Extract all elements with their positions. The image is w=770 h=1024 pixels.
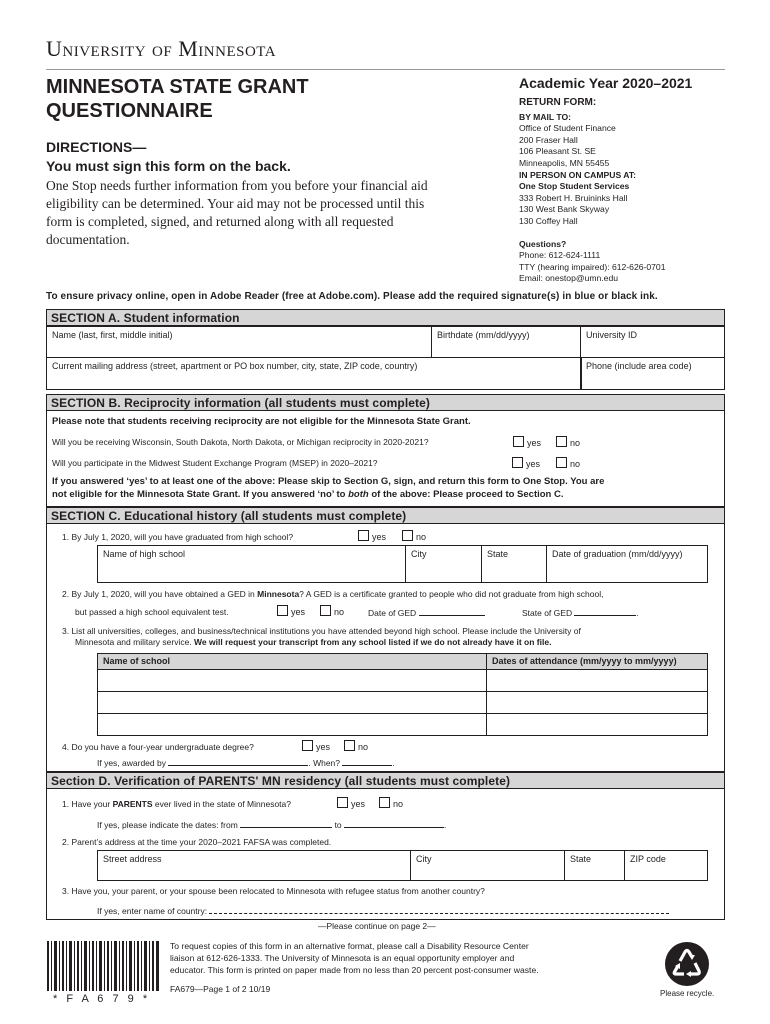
- hs-name-field[interactable]: [97, 545, 406, 583]
- parents-mn-text: ever lived in the state of Minnesota?: [152, 799, 292, 809]
- form-title-line2: QUESTIONNAIRE: [46, 100, 213, 122]
- in-person-office: One Stop Student Services: [519, 181, 630, 192]
- in-person-line: 333 Robert H. Bruininks Hall: [519, 192, 628, 203]
- parents-mn-dates[interactable]: If yes, please indicate the dates: from to .: [97, 820, 447, 830]
- return-form-block: [519, 97, 666, 285]
- parent-street-field[interactable]: [97, 850, 411, 881]
- university-id-field[interactable]: [580, 326, 725, 358]
- accessibility-note: [170, 940, 539, 976]
- mail-line: 106 Pleasant St. SE: [519, 146, 596, 157]
- mail-line: Office of Student Finance: [519, 123, 616, 134]
- birthdate-field[interactable]: [431, 326, 581, 358]
- degree-when-label: . When?: [308, 758, 341, 768]
- ged-no[interactable]: [320, 605, 344, 617]
- parent-city-label: City: [416, 854, 432, 864]
- reciprocity-yes[interactable]: [513, 436, 541, 448]
- checkbox-icon: [277, 605, 288, 616]
- table-row[interactable]: [98, 670, 486, 691]
- parents-mn-no[interactable]: [379, 797, 403, 809]
- instruction-text: not eligible for the Minnesota State Grant. If you answered ‘no’ to: [52, 489, 349, 500]
- section-b-title: SECTION B. Reciprocity information (all students must complete): [51, 396, 431, 410]
- recycle-label: Please recycle.: [660, 989, 715, 998]
- table-divider: [486, 653, 487, 736]
- birthdate-label: Birthdate (mm/dd/yyyy): [437, 330, 530, 340]
- hs-grad-date-label: Date of graduation (mm/dd/yyyy): [552, 549, 683, 559]
- msep-yes[interactable]: [512, 457, 540, 469]
- msep-no[interactable]: [556, 457, 580, 469]
- reciprocity-note: Please note that students receiving reciprocity are not eligible for the Minnesota State Grant.: [52, 416, 471, 427]
- ged-state-label: State of GED: [522, 608, 573, 618]
- checkbox-icon: [556, 436, 567, 447]
- return-form-label: RETURN FORM:: [519, 97, 597, 108]
- yes-label: yes: [526, 459, 541, 469]
- directions-heading: DIRECTIONS—: [46, 139, 147, 155]
- yes-label: yes: [527, 438, 542, 448]
- questions-label: Questions?: [519, 238, 567, 249]
- section-b-header: [46, 394, 725, 411]
- parents-mn-emphasis: PARENTS: [112, 799, 153, 809]
- checkbox-icon: [512, 457, 523, 468]
- in-person-label: IN PERSON ON CAMPUS AT:: [519, 169, 636, 180]
- by-mail-label: BY MAIL TO:: [519, 111, 572, 122]
- parents-mn-yes[interactable]: [337, 797, 365, 809]
- instruction-text: of the above: Please proceed to Section C.: [368, 489, 564, 500]
- dates-to-label: to: [334, 820, 342, 830]
- contact-email: Email: onestop@umn.edu: [519, 273, 619, 284]
- ged-date-label: Date of GED: [368, 608, 417, 618]
- checkbox-icon: [358, 530, 369, 541]
- no-label: no: [570, 438, 581, 448]
- institutions-question: [62, 626, 581, 648]
- hs-name-label: Name of high school: [103, 549, 186, 559]
- hs-city-field[interactable]: [405, 545, 482, 583]
- mailing-address-label: Current mailing address (street, apartment or PO box number, city, state, ZIP code, country): [52, 361, 418, 371]
- checkbox-icon: [379, 797, 390, 808]
- school-column-header: Name of school: [103, 656, 171, 666]
- recycle-icon: [664, 941, 710, 987]
- checkbox-icon: [513, 436, 524, 447]
- reciprocity-no[interactable]: [556, 436, 580, 448]
- mailing-address-field[interactable]: [46, 357, 582, 390]
- ged-question-text: 2. By July 1, 2020, will you have obtained a GED in: [62, 589, 258, 599]
- institutions-question-text: Minnesota and military service.: [75, 637, 195, 647]
- ged-question-line2: but passed a high school equivalent test.: [75, 607, 229, 617]
- section-d-title: Section D. Verification of PARENTS' MN residency (all students must complete): [51, 774, 511, 788]
- checkbox-icon: [556, 457, 567, 468]
- parent-zip-field[interactable]: [624, 850, 708, 881]
- no-label: no: [358, 742, 369, 752]
- table-row[interactable]: [98, 714, 486, 735]
- instruction-line: If you answered ‘yes’ to at least one of the above: Please skip to Section G, sign, and return this form to One Stop. You are: [52, 476, 605, 487]
- name-label: Name (last, first, middle initial): [52, 330, 173, 340]
- contact-phone: Phone: 612-624-1111: [519, 250, 601, 261]
- dates-column-header: Dates of attendance (mm/yyyy to mm/yyyy): [492, 656, 677, 666]
- checkbox-icon: [320, 605, 331, 616]
- directions-body: One Stop needs further information from you before your financial aid eligibility can be determined. Your aid may not be processed until this form is completed, signed, and returned along with all requested documentation.: [46, 178, 428, 247]
- parent-street-label: Street address: [103, 854, 162, 864]
- hs-state-field[interactable]: [481, 545, 547, 583]
- reciprocity-instructions: [52, 475, 604, 501]
- hs-graduation-question: 1. By July 1, 2020, will you have graduated from high school?: [62, 532, 294, 542]
- accessibility-line: educator. This form is printed on paper made from no less than 20 percent post-consumer waste.: [170, 965, 539, 975]
- ged-date-field[interactable]: [368, 607, 485, 618]
- refugee-country-field[interactable]: [97, 905, 669, 916]
- section-d-header: [46, 772, 725, 789]
- hs-graduation-yes[interactable]: [358, 530, 386, 542]
- form-title-line1: MINNESOTA STATE GRANT: [46, 76, 309, 98]
- instruction-line: [52, 488, 604, 501]
- form-id: FA679—Page 1 of 2 10/19: [170, 984, 271, 994]
- msep-question: Will you participate in the Midwest Student Exchange Program (MSEP) in 2020–2021?: [52, 458, 378, 468]
- ged-state-field[interactable]: State of GED .: [522, 608, 639, 618]
- reciprocity-question: Will you be receiving Wisconsin, South Dakota, North Dakota, or Michigan reciprocity in 2020-2021?: [52, 437, 429, 447]
- checkbox-icon: [302, 740, 313, 751]
- checkbox-icon: [344, 740, 355, 751]
- yes-label: yes: [372, 532, 387, 542]
- ged-question-text: ? A GED is a certificate granted to people who did not graduate from high school,: [299, 589, 604, 599]
- table-row[interactable]: [98, 692, 486, 713]
- no-label: no: [570, 459, 581, 469]
- instruction-emphasis: both: [348, 489, 369, 500]
- contact-tty: TTY (hearing impaired): 612-626-0701: [519, 261, 666, 272]
- no-label: no: [334, 607, 345, 617]
- form-title: [46, 75, 309, 123]
- barcode-text: * F A 6 7 9 *: [53, 993, 151, 1005]
- checkbox-icon: [337, 797, 348, 808]
- header-rule: [46, 69, 725, 70]
- section-a-header: [46, 309, 725, 326]
- mail-line: Minneapolis, MN 55455: [519, 157, 610, 168]
- degree-followup[interactable]: If yes, awarded by . When? .: [97, 758, 395, 768]
- barcode-bars: [47, 941, 159, 991]
- hs-graduation-no[interactable]: [402, 530, 426, 542]
- refugee-country-label: If yes, enter name of country:: [97, 906, 208, 916]
- mail-line: 200 Fraser Hall: [519, 134, 578, 145]
- accessibility-line: liaison at 612-626-1333. The University of Minnesota is an equal opportunity employer and: [170, 953, 515, 963]
- academic-year: Academic Year 2020–2021: [519, 75, 693, 91]
- ged-question: [62, 589, 603, 599]
- no-label: no: [416, 532, 427, 542]
- dates-from-label: If yes, please indicate the dates: from: [97, 820, 238, 830]
- parent-city-field[interactable]: [410, 850, 565, 881]
- phone-label: Phone (include area code): [586, 361, 692, 371]
- accessibility-line: To request copies of this form in an alternative format, please call a Disability Resource Center: [170, 941, 529, 951]
- no-label: no: [393, 799, 404, 809]
- parents-mn-text: 1. Have your: [62, 799, 113, 809]
- parent-address-question: 2. Parent’s address at the time your 2020–2021 FAFSA was completed.: [62, 837, 332, 847]
- continue-note: —Please continue on page 2—: [318, 921, 436, 931]
- name-field[interactable]: [46, 326, 432, 358]
- parent-state-field[interactable]: [564, 850, 625, 881]
- section-c-header: [46, 507, 725, 524]
- degree-question: 4. Do you have a four-year undergraduate degree?: [62, 742, 254, 752]
- yes-label: yes: [316, 742, 331, 752]
- parent-state-label: State: [570, 854, 592, 864]
- hs-grad-date-field[interactable]: [546, 545, 708, 583]
- parent-zip-label: ZIP code: [630, 854, 666, 864]
- hs-state-label: State: [487, 549, 509, 559]
- section-a-title: SECTION A. Student information: [51, 311, 240, 325]
- hs-city-label: City: [411, 549, 427, 559]
- degree-no[interactable]: [344, 740, 368, 752]
- university-wordmark: University of Minnesota: [46, 36, 277, 61]
- ged-question-emphasis: Minnesota: [257, 589, 300, 599]
- barcode: [47, 941, 160, 991]
- checkbox-icon: [402, 530, 413, 541]
- ged-yes[interactable]: [277, 605, 305, 617]
- privacy-note: To ensure privacy online, open in Adobe Reader (free at Adobe.com). Please add the required signature(s) in blue or black ink.: [46, 291, 658, 302]
- in-person-line: 130 West Bank Skyway: [519, 204, 610, 215]
- yes-label: yes: [291, 607, 306, 617]
- parents-mn-question: [62, 799, 291, 809]
- institutions-question-emphasis: We will request your transcript from any school listed if we do not already have it on file.: [194, 637, 552, 647]
- refugee-question: 3. Have you, your parent, or your spouse been relocated to Minnesota with refugee status from another country?: [62, 886, 485, 896]
- directions-subheading: You must sign this form on the back.: [46, 158, 291, 174]
- section-c-title: SECTION C. Educational history (all students must complete): [51, 509, 407, 523]
- yes-label: yes: [351, 799, 366, 809]
- institutions-question-line: 3. List all universities, colleges, and business/technical institutions you have attended beyond high school. Please include the University of: [62, 626, 581, 636]
- phone-field[interactable]: [580, 357, 725, 390]
- in-person-line: 130 Coffey Hall: [519, 215, 578, 226]
- university-id-label: University ID: [586, 330, 638, 340]
- degree-awarded-label: If yes, awarded by: [97, 758, 166, 768]
- degree-yes[interactable]: [302, 740, 330, 752]
